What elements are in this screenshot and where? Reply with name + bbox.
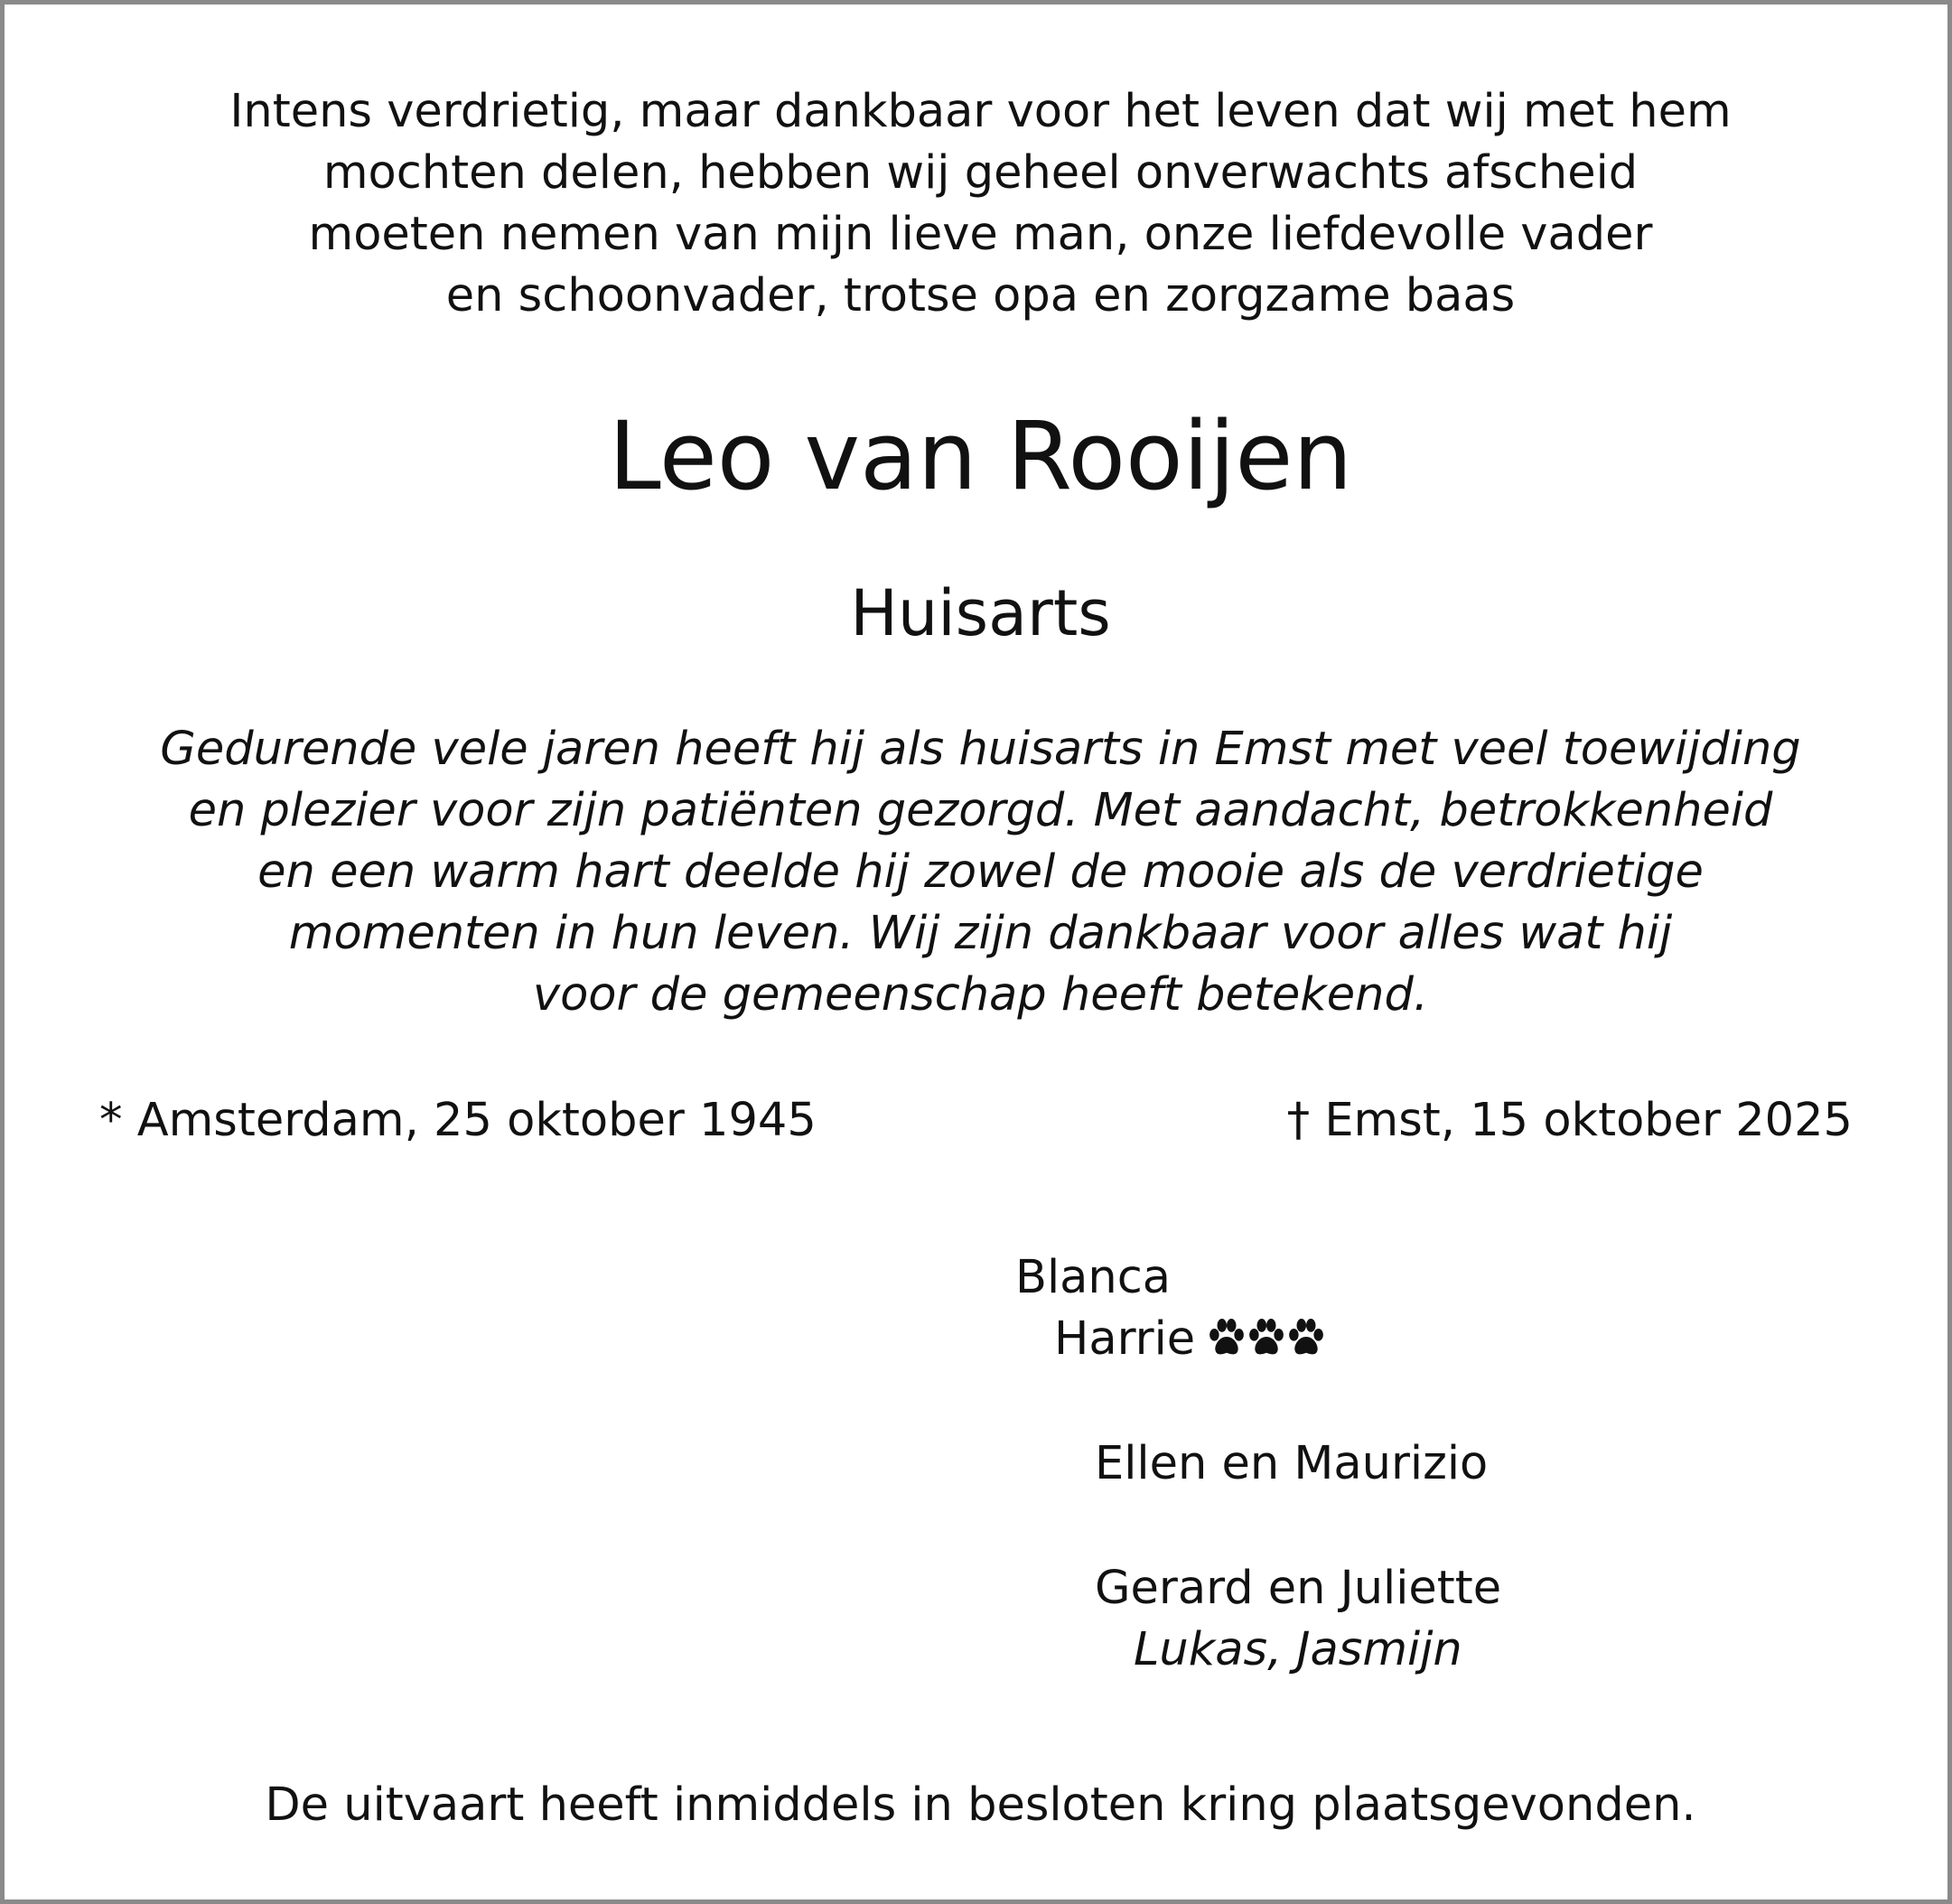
family-child-2: Gerard en Juliette: [1095, 1562, 1502, 1615]
family-pet: [1054, 1312, 1327, 1366]
family-child-1: Ellen en Maurizio: [1095, 1437, 1489, 1490]
closing-notice: De uitvaart heeft inmiddels in besloten kring plaatsgevonden.: [265, 1778, 1696, 1832]
tribute-line-2: en plezier voor zijn patiënten gezorgd. Met aandacht, betrokkenheid: [188, 784, 1773, 837]
profession: Huisarts: [850, 576, 1111, 650]
paw-print-icon: [1247, 1318, 1285, 1358]
family-spouse: Blanca: [1015, 1251, 1172, 1304]
tribute-line-4: momenten in hun leven. Wij zijn dankbaar voor alles wat hij: [288, 907, 1673, 960]
deceased-name: Leo van Rooijen: [608, 401, 1353, 511]
paw-print-icon: [1287, 1318, 1325, 1358]
paw-prints: [1208, 1318, 1327, 1366]
tribute-line-1: Gedurende vele jaren heeft hij als huisarts in Emst met veel toewijding: [160, 723, 1801, 776]
tribute-line-3: en een warm hart deelde hij zowel de mooie als de verdrietige: [257, 845, 1704, 899]
family-grandchildren: Lukas, Jasmijn: [1134, 1623, 1462, 1676]
intro-line-3: moeten nemen van mijn lieve man, onze liefdevolle vader: [308, 208, 1653, 261]
death-date: † Emst, 15 oktober 2025: [1286, 1094, 1853, 1147]
intro-line-1: Intens verdrietig, maar dankbaar voor het leven dat wij met hem: [229, 85, 1732, 138]
intro-line-2: mochten delen, hebben wij geheel onverwachts afscheid: [322, 146, 1639, 200]
pet-name: Harrie: [1054, 1312, 1196, 1366]
tribute-line-5: voor de gemeenschap heeft betekend.: [532, 968, 1429, 1022]
intro-line-4: en schoonvader, trotse opa en zorgzame baas: [445, 269, 1516, 322]
paw-print-icon: [1208, 1318, 1246, 1358]
birth-date: * Amsterdam, 25 oktober 1945: [99, 1094, 817, 1147]
